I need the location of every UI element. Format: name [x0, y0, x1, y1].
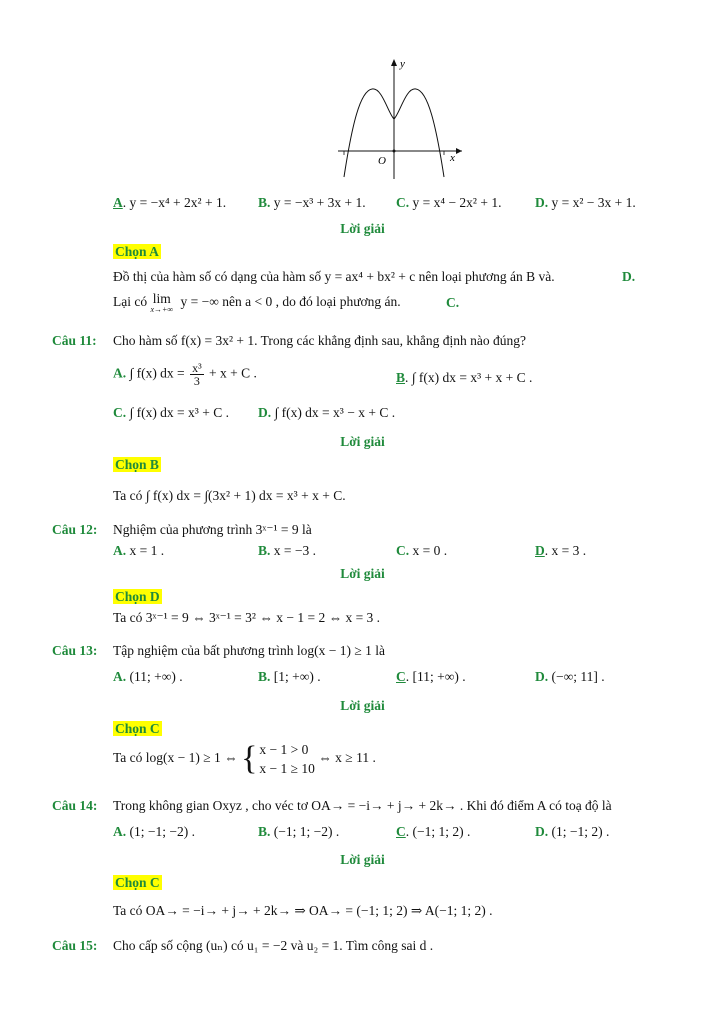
q10-option-c [396, 195, 501, 211]
q14-d-label: D. [535, 824, 549, 839]
q13-solution [113, 740, 376, 778]
q10-a-label: A [113, 195, 123, 210]
q11-c-label: C. [113, 405, 127, 420]
q14-text: Trong không gian Oxyz , cho véc tơ OA→ = −i→ + j→ + 2k→ . Khi đó điểm A có toạ độ là [113, 798, 612, 813]
y-axis-label: y [400, 58, 405, 70]
q13-b-text: [1; +∞) . [273, 669, 321, 684]
q11-a-label: A. [113, 365, 127, 381]
q14-option-a [113, 824, 195, 840]
q13-solution-heading: Lời giải [340, 698, 385, 713]
q12-d-label: D [535, 543, 545, 558]
q14-b-label: B. [258, 824, 271, 839]
q11-label: Câu 11: [52, 333, 97, 348]
q13-c-label: C [396, 669, 406, 684]
q13-a-label: A. [113, 669, 127, 684]
q12-choice: Chọn D [115, 589, 160, 604]
q10-line1-text: Đồ thị của hàm số có dạng của hàm số y = ax⁴ + bx² + c nên loại phương án B và. [113, 269, 555, 284]
q13-solution-post: ⇔ x ≥ 11 . [318, 750, 376, 766]
q15-text: Cho cấp số cộng (uₙ) có u₁ = −2 và u₂ = 1. Tìm công sai d . [113, 938, 434, 953]
q12-option-c [396, 543, 447, 559]
q10-d-label: D. [535, 195, 549, 210]
q14-d-text: (1; −1; 2) . [551, 824, 610, 839]
q13-choice: Chọn C [115, 721, 160, 736]
x-axis-label: x [450, 152, 455, 164]
q10-c-text: y = x⁴ − 2x² + 1. [412, 195, 502, 210]
q11-c-text: ∫ f(x) dx = x³ + C . [129, 405, 229, 420]
q12-option-a [113, 543, 164, 559]
q10-d-text: y = x² − 3x + 1. [551, 195, 636, 210]
q10-option-a [113, 195, 226, 211]
q11-b-text: . ∫ f(x) dx = x³ + x + C . [405, 370, 533, 385]
q12-solution: Ta có 3ˣ⁻¹ = 9 ⇔ 3ˣ⁻¹ = 3² ⇔ x − 1 = 2 ⇔ x = 3 . [113, 610, 381, 625]
q11-a-post: + x + C . [209, 365, 257, 381]
q11-option-a [113, 362, 257, 387]
q14-a-label: A. [113, 824, 127, 839]
q10-a-text: . y = −x⁴ + 2x² + 1. [122, 195, 227, 210]
q10-option-d [535, 195, 636, 211]
q10-line1-tail: D. [622, 269, 636, 284]
q13-system: x − 1 > 0 x − 1 ≥ 10 [259, 742, 315, 776]
q11-solution-heading: Lời giải [340, 434, 385, 449]
q13-option-a [113, 669, 183, 685]
q10-b-text: y = −x³ + 3x + 1. [273, 195, 366, 210]
q13-d-label: D. [535, 669, 549, 684]
q12-option-b [258, 543, 316, 559]
q14-label: Câu 14: [52, 798, 98, 813]
q10-solution-line2 [113, 292, 401, 314]
q14-option-b [258, 824, 339, 840]
q11-a-pre: ∫ f(x) dx = [129, 365, 185, 381]
q11-option-b [396, 370, 532, 386]
q11-b-label: B [396, 370, 406, 385]
q13-c-text: . [11; +∞) . [405, 669, 466, 684]
q13-b-label: B. [258, 669, 271, 684]
q10-c-label: C. [396, 195, 410, 210]
quartic-graph [330, 55, 470, 185]
q11-option-d [258, 405, 395, 421]
q11-solution: Ta có ∫ f(x) dx = ∫(3x² + 1) dx = x³ + x + C. [113, 488, 346, 503]
q13-a-text: (11; +∞) . [129, 669, 183, 684]
q13-option-b [258, 669, 321, 685]
q10-b-label: B. [258, 195, 271, 210]
q12-solution-heading: Lời giải [340, 566, 385, 581]
q11-option-c [113, 405, 229, 421]
q12-a-text: x = 1 . [129, 543, 165, 558]
q11-d-text: ∫ f(x) dx = x³ − x + C . [274, 405, 396, 420]
q14-option-d [535, 824, 609, 840]
q12-d-text: . x = 3 . [544, 543, 587, 558]
q14-c-text: . (−1; 1; 2) . [405, 824, 471, 839]
origin-label: O [378, 155, 386, 167]
q14-choice: Chọn C [115, 875, 160, 890]
q10-line2-pre: Lại có [113, 293, 148, 309]
q11-choice: Chọn B [115, 457, 159, 472]
q10-limit: lim x→+∞ [150, 291, 174, 314]
q14-option-c [396, 824, 470, 840]
q12-text: Nghiệm của phương trình 3ˣ⁻¹ = 9 là [113, 522, 312, 537]
q13-option-d [535, 669, 605, 685]
q14-solution-heading: Lời giải [340, 852, 385, 867]
q12-label: Câu 12: [52, 522, 98, 537]
q12-c-label: C. [396, 543, 410, 558]
q12-b-label: B. [258, 543, 271, 558]
q12-c-text: x = 0 . [412, 543, 448, 558]
q14-solution: Ta có OA→ = −i→ + j→ + 2k→ ⇒ OA→ = (−1; 1; 2) ⇒ A(−1; 1; 2) . [113, 903, 493, 918]
q12-option-d [535, 543, 586, 559]
q14-b-text: (−1; 1; −2) . [273, 824, 340, 839]
q14-a-text: (1; −1; −2) . [129, 824, 195, 839]
q13-solution-pre: Ta có log(x − 1) ≥ 1 ⇔ [113, 750, 238, 766]
q12-b-text: x = −3 . [273, 543, 316, 558]
q14-c-label: C [396, 824, 406, 839]
q15-label: Câu 15: [52, 938, 98, 953]
q11-d-label: D. [258, 405, 272, 420]
q12-a-label: A. [113, 543, 127, 558]
q13-text: Tập nghiệm của bất phương trình log(x − 1) ≥ 1 là [113, 643, 386, 658]
q10-solution-heading: Lời giải [340, 221, 385, 236]
q10-choice: Chọn A [115, 244, 159, 259]
q13-system-brace: { [241, 740, 258, 777]
q13-label: Câu 13: [52, 643, 98, 658]
q13-option-c [396, 669, 466, 685]
q10-solution-line1 [113, 269, 555, 285]
q10-option-b [258, 195, 366, 211]
q10-line2-tail: C. [446, 295, 460, 310]
q11-a-fraction: $\frac{\text{x³}}{3}$ [192, 361, 202, 388]
q10-line2-rest: y = −∞ nên a < 0 , do đó loại phương án. [180, 293, 401, 309]
q11-text: Cho hàm số f(x) = 3x² + 1. Trong các khẳng định sau, khẳng định nào đúng? [113, 333, 526, 348]
q13-d-text: (−∞; 11] . [551, 669, 605, 684]
